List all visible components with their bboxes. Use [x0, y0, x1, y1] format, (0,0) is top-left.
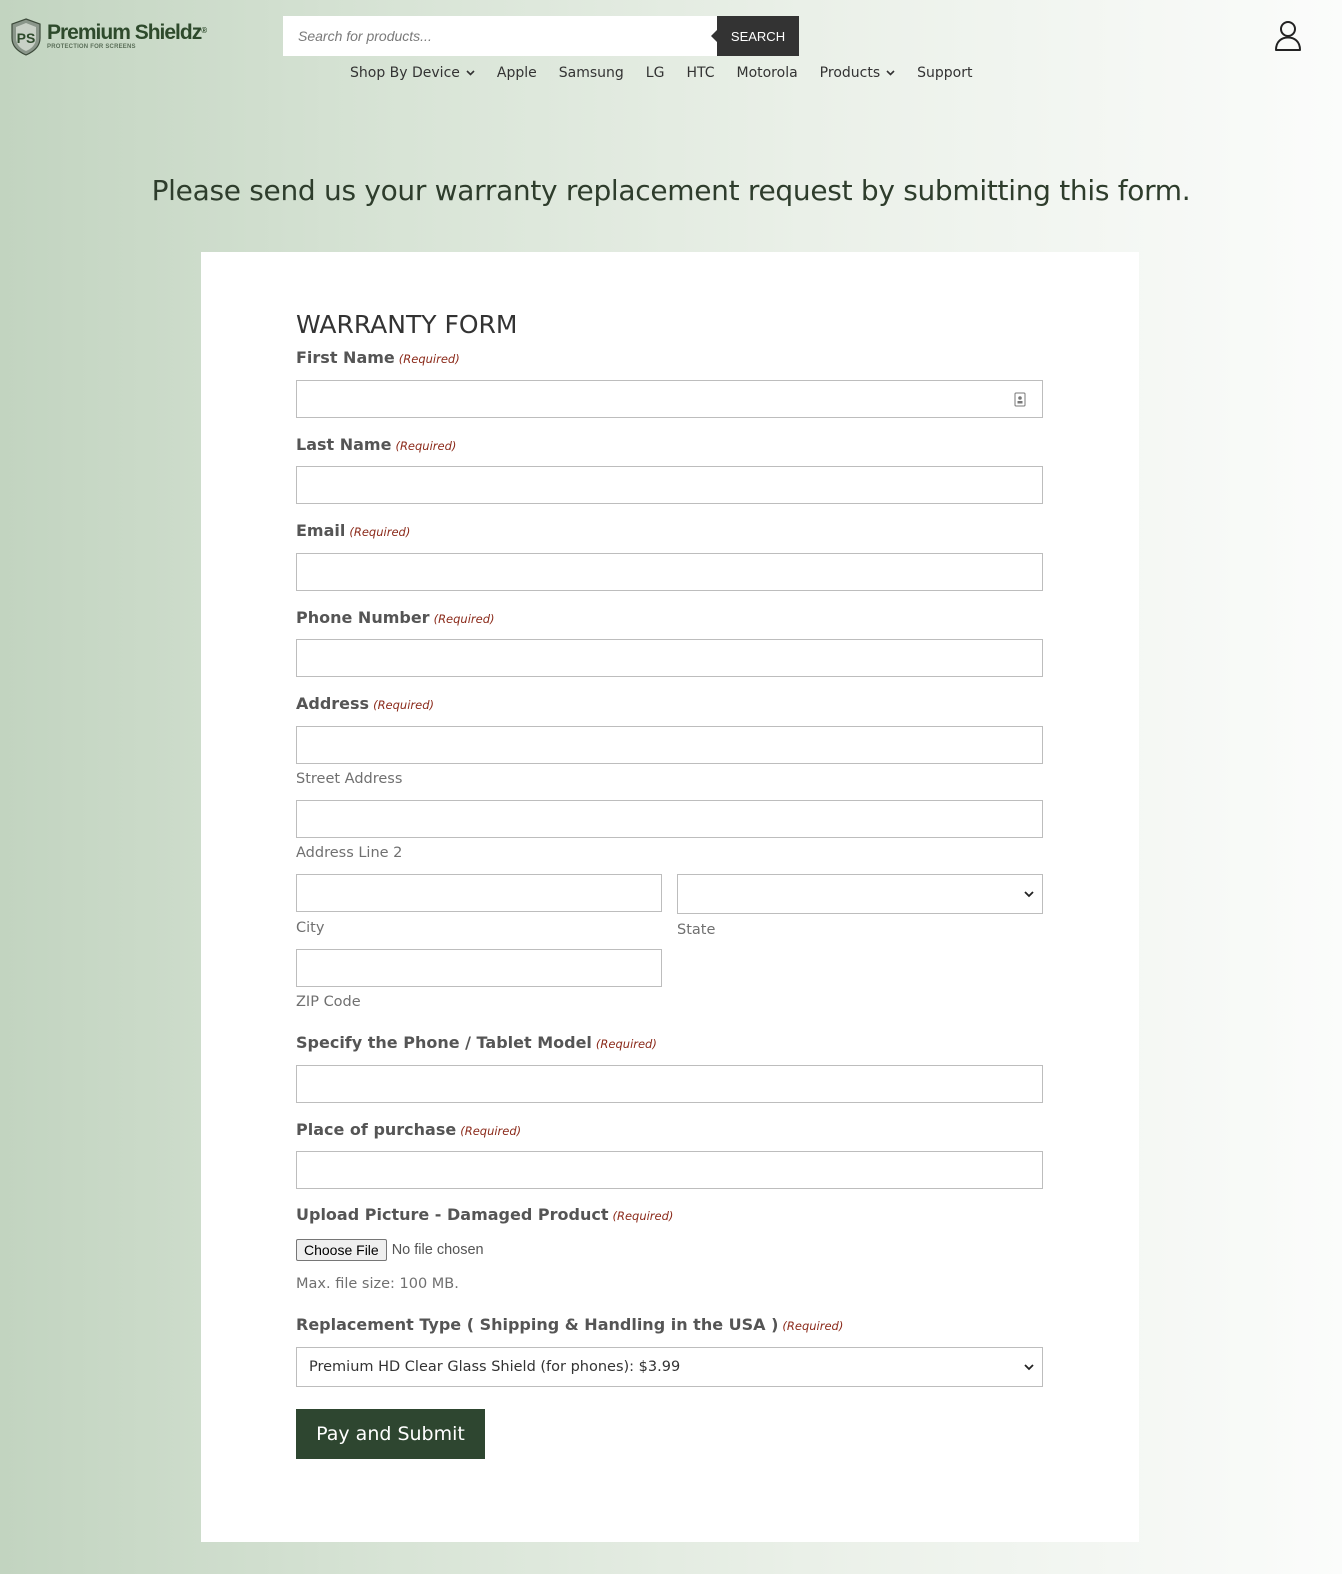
first-name-field[interactable] — [296, 380, 1043, 418]
user-account-icon[interactable] — [1274, 20, 1302, 52]
state-select[interactable] — [677, 874, 1043, 914]
street-address-sublabel: Street Address — [296, 771, 403, 787]
nav-lg[interactable]: LG — [645, 65, 665, 81]
file-upload — [296, 1239, 484, 1261]
required-indicator: (Required) — [782, 1319, 844, 1333]
search-button[interactable]: SEARCH — [717, 16, 799, 56]
zip-code-sublabel: ZIP Code — [296, 994, 361, 1010]
city-field[interactable] — [296, 874, 662, 912]
address-line2-field[interactable] — [296, 800, 1043, 838]
zip-code-field[interactable] — [296, 949, 662, 987]
phone-field[interactable] — [296, 639, 1043, 677]
search-input[interactable] — [283, 16, 717, 56]
contact-card-icon[interactable] — [1014, 392, 1026, 407]
required-indicator: (Required) — [612, 1209, 674, 1223]
main-nav — [350, 63, 994, 83]
nav-support[interactable]: Support — [917, 65, 973, 81]
chevron-down-icon — [886, 70, 895, 76]
nav-apple[interactable]: Apple — [496, 65, 537, 81]
place-of-purchase-label: Place of purchase (Required) — [296, 1120, 522, 1139]
required-indicator: (Required) — [595, 1037, 657, 1051]
page-tagline: Please send us your warranty replacement request by submitting this form. — [151, 174, 1191, 207]
required-indicator: (Required) — [349, 525, 411, 539]
state-sublabel: State — [677, 922, 716, 938]
email-label: Email (Required) — [296, 521, 411, 540]
last-name-field[interactable] — [296, 466, 1043, 504]
first-name-label: First Name (Required) — [296, 348, 460, 367]
nav-products[interactable]: Products — [820, 65, 895, 81]
shield-logo-icon — [10, 18, 42, 56]
place-of-purchase-field[interactable] — [296, 1151, 1043, 1189]
chevron-down-icon — [1024, 891, 1034, 898]
nav-samsung[interactable]: Samsung — [558, 65, 624, 81]
replacement-type-select[interactable] — [296, 1347, 1043, 1387]
pay-and-submit-button[interactable]: Pay and Submit — [296, 1409, 485, 1459]
max-file-size-note: Max. file size: 100 MB. — [296, 1276, 459, 1292]
site-header — [0, 0, 1342, 95]
model-label: Specify the Phone / Tablet Model (Required) — [296, 1033, 657, 1052]
choose-file-button[interactable]: Choose File — [296, 1239, 387, 1261]
street-address-field[interactable] — [296, 726, 1043, 764]
address-line2-sublabel: Address Line 2 — [296, 845, 403, 861]
site-logo[interactable] — [10, 16, 210, 58]
chevron-down-icon — [466, 70, 475, 76]
required-indicator: (Required) — [460, 1124, 522, 1138]
warranty-form-card — [201, 252, 1139, 1542]
logo-tagline: PROTECTION FOR SCREENS — [47, 44, 136, 50]
last-name-label: Last Name (Required) — [296, 435, 457, 454]
logo-name: Premium Shieldz® — [47, 21, 208, 44]
upload-label: Upload Picture - Damaged Product (Required) — [296, 1205, 674, 1224]
model-field[interactable] — [296, 1065, 1043, 1103]
phone-label: Phone Number (Required) — [296, 608, 495, 627]
required-indicator: (Required) — [433, 612, 495, 626]
replacement-type-label: Replacement Type ( Shipping & Handling in the USA ) (Required) — [296, 1315, 844, 1334]
city-sublabel: City — [296, 920, 325, 936]
required-indicator: (Required) — [395, 439, 457, 453]
email-field[interactable] — [296, 553, 1043, 591]
svg-text:PS: PS — [16, 30, 36, 46]
file-status: No file chosen — [391, 1242, 484, 1258]
required-indicator: (Required) — [373, 698, 435, 712]
nav-htc[interactable]: HTC — [686, 65, 715, 81]
nav-shop-by-device[interactable]: Shop By Device — [350, 65, 475, 81]
product-search — [283, 16, 799, 56]
replacement-type-value: Premium HD Clear Glass Shield (for phones): $3.99 — [309, 1359, 681, 1375]
address-label: Address (Required) — [296, 694, 435, 713]
chevron-down-icon — [1024, 1364, 1034, 1371]
form-title: WARRANTY FORM — [296, 310, 518, 339]
nav-motorola[interactable]: Motorola — [736, 65, 798, 81]
required-indicator: (Required) — [398, 352, 460, 366]
